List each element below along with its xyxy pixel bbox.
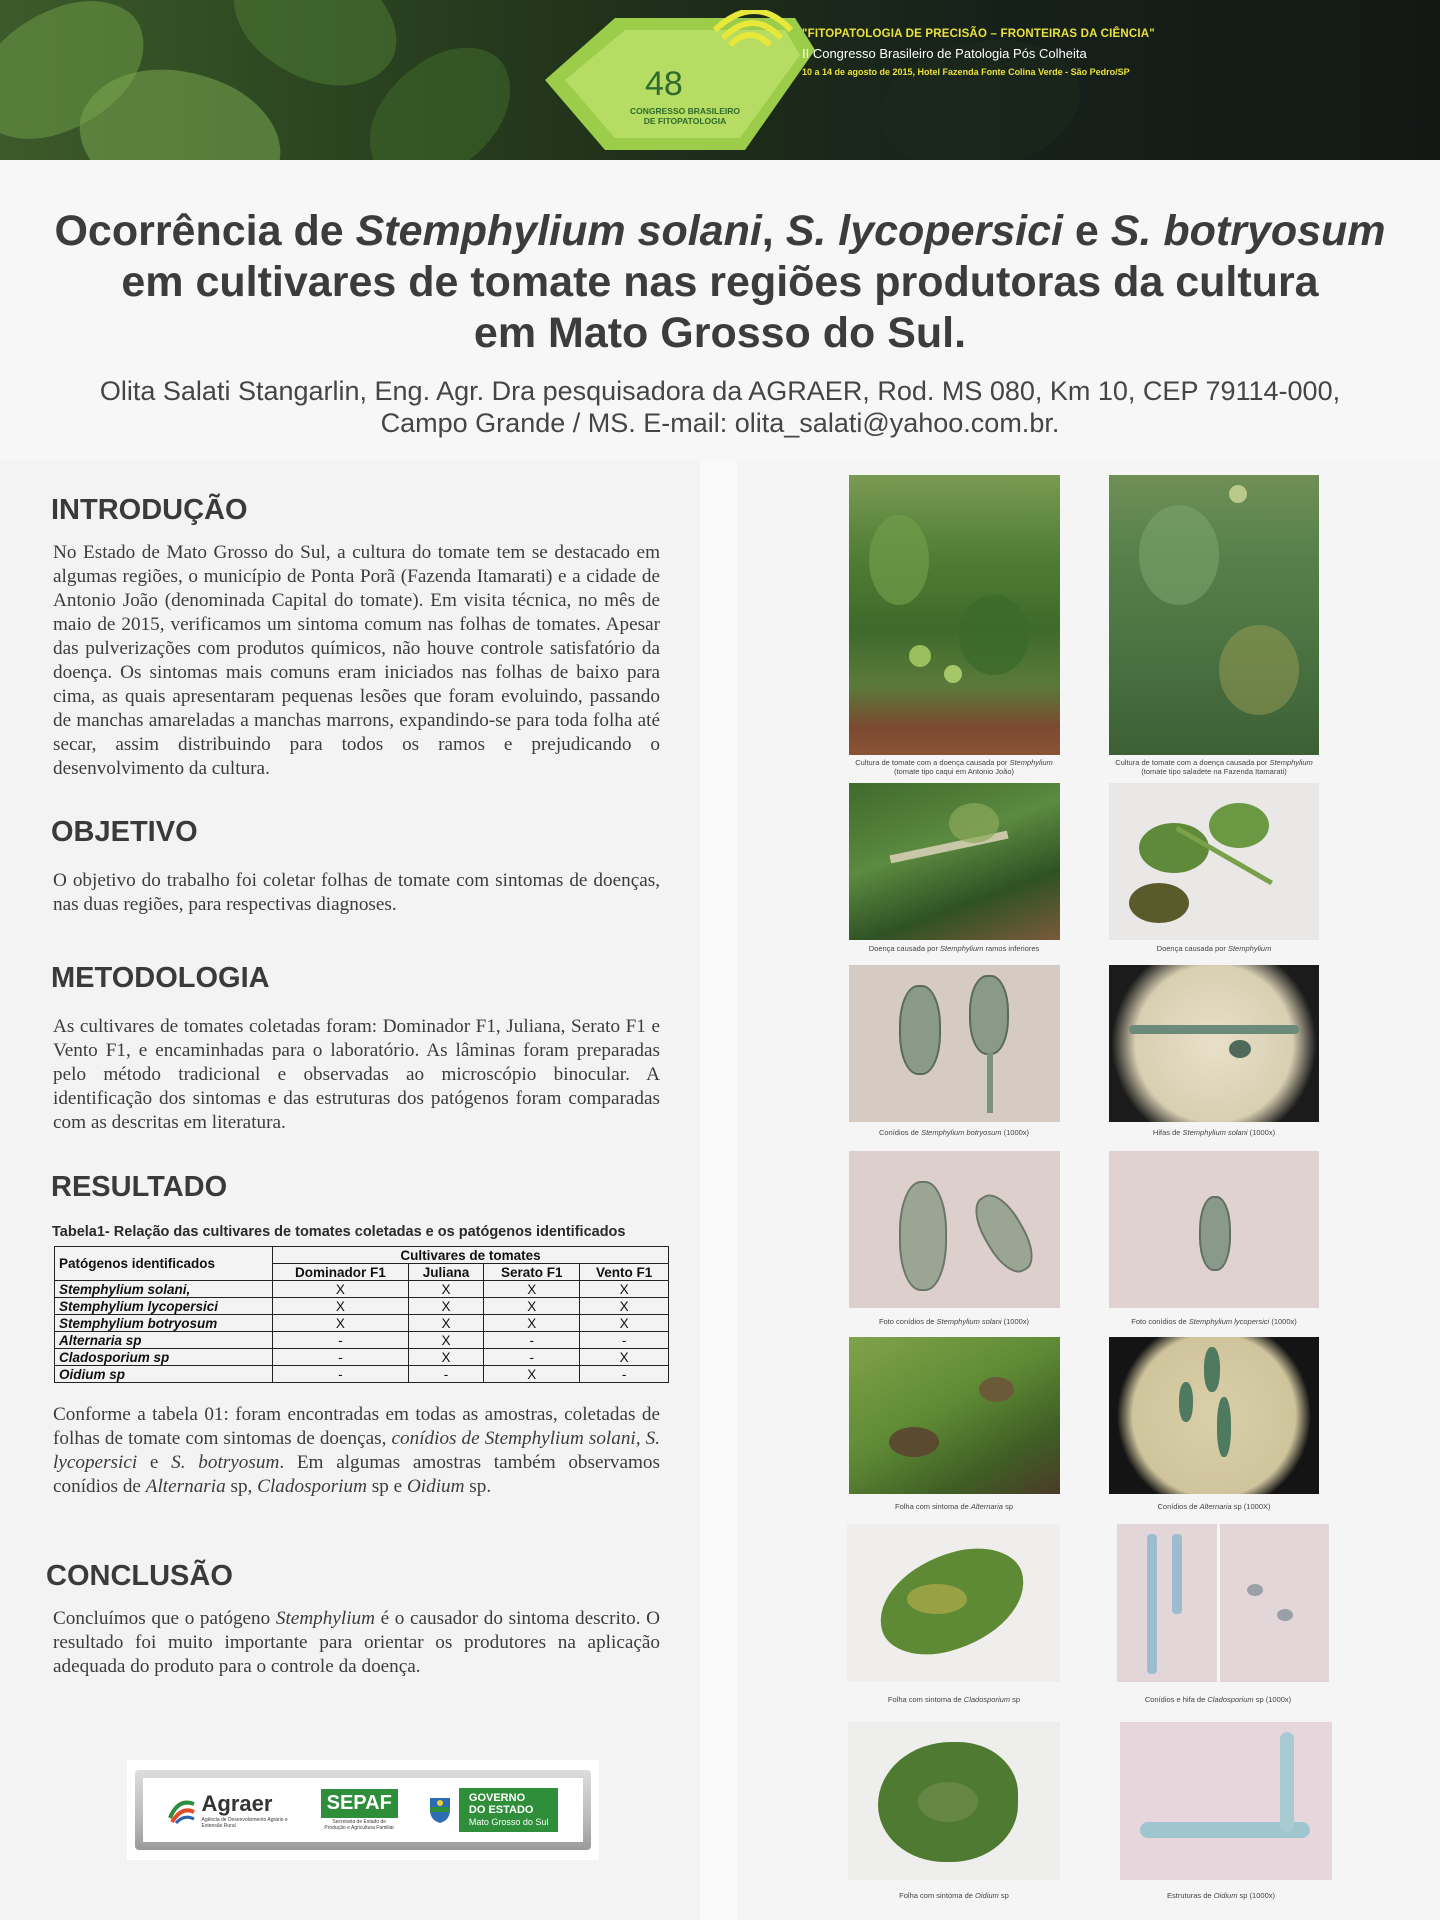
caption-10: Conídios de Alternaria sp (1000X) xyxy=(1157,1502,1271,1511)
caption-1: Cultura de tomate com a doença causada por Stemphylium (tomate tipo caqui em Antonio João) xyxy=(855,758,1053,776)
intro-heading: INTRODUÇÃO xyxy=(51,494,248,526)
caption-4: Doença causada por Stemphylium xyxy=(1156,944,1272,953)
banner-text xyxy=(802,28,1155,77)
photo-conidia-lycopersici xyxy=(1109,1151,1319,1308)
banner-congress: II Congresso Brasileiro de Patologia Pós Colheita xyxy=(802,46,1087,61)
col-cultivar: Dominador F1 xyxy=(273,1264,409,1281)
caption-12: Conídios e hifa de Cladosporium sp (1000x) xyxy=(1144,1695,1292,1704)
photo-conidia-alternaria xyxy=(1109,1337,1319,1494)
poster-title: Ocorrência de Stemphylium solani, S. lycopersici e S. botryosum em cultivares de tomate nas regiões produtoras da cultura em Mato Grosso do Sul. xyxy=(54,207,1386,357)
caption-7: Foto conídios de Stemphylium solani (1000x) xyxy=(878,1317,1030,1326)
sponsor-logos xyxy=(127,1760,599,1860)
photo-disease-leaf xyxy=(1109,783,1319,940)
government-logo: GOVERNO DO ESTADO Mato Grosso do Sul xyxy=(427,1788,559,1832)
author-info: Olita Salati Stangarlin, Eng. Agr. Dra pesquisadora da AGRAER, Rod. MS 080, Km 10, CEP 79114-000, Campo Grande / MS. E-mail: olita_salati@yahoo.com.br. xyxy=(99,376,1341,438)
col-cultivar: Vento F1 xyxy=(580,1264,669,1281)
caption-5: Conídios de Stemphylium botryosum (1000x) xyxy=(878,1128,1030,1137)
caption-11: Folha com sintoma de Cladosporium sp xyxy=(887,1695,1021,1704)
photo-tomato-field-2 xyxy=(1109,475,1319,755)
photo-conidia-cladosporium xyxy=(1117,1524,1329,1682)
agraer-icon xyxy=(168,1796,196,1824)
result-heading: RESULTADO xyxy=(51,1171,228,1203)
intro-text: No Estado de Mato Grosso do Sul, a cultura do tomate tem se destacado em algumas regiões, o município de Ponta Porã (Fazenda Itamarati) e a cidade de Antonio João (denominada Capital do tomate). Em visita técnica, no mês de maio de 2015, verificamos um sintoma comum nas folhas de tomates. Apesar das pulverizações com produtos químicos, não houve controle satisfatório da doença. Os sintomas mais comuns eram iniciados nas folhas de baixo para cima, as quais apresentaram pequenas lesões que foram evoluindo, passando de manchas amareladas a manchas marrons, expandindo-se para toda folha até secar, assim distribuindo para todos os ramos e prejudicando o desenvolvimento da cultura. xyxy=(53,542,660,779)
congress-logo xyxy=(545,10,830,150)
banner-slogan: "FITOPATOLOGIA DE PRECISÃO – FRONTEIRAS DA CIÊNCIA" xyxy=(802,28,1155,40)
header-banner xyxy=(0,0,1440,160)
logo-number: 48 xyxy=(645,65,683,103)
table-row: Stemphylium botryosum X X X X xyxy=(55,1315,669,1332)
table-row: Alternaria sp - X - - xyxy=(55,1332,669,1349)
column-divider xyxy=(700,460,737,1920)
table-row: Cladosporium sp - X - X xyxy=(55,1349,669,1366)
state-coat-of-arms-icon xyxy=(427,1795,453,1825)
caption-6: Hifas de Stemphylium solani (1000x) xyxy=(1152,1128,1276,1137)
photo-leaf-cladosporium xyxy=(847,1524,1060,1682)
photo-hyphae-solani xyxy=(1109,965,1319,1122)
logo-line1: CONGRESSO BRASILEIRO xyxy=(629,106,741,116)
logo-line2: DE FITOPATOLOGIA xyxy=(643,116,727,126)
caption-9: Folha com sintoma de Alternaria sp xyxy=(895,1502,1013,1511)
photo-leaf-oidium xyxy=(848,1722,1060,1880)
photo-conidia-botryosum xyxy=(849,965,1060,1122)
banner-date: 10 a 14 de agosto de 2015, Hotel Fazenda Fonte Colina Verde - São Pedro/SP xyxy=(802,67,1130,77)
col-cultivar: Juliana xyxy=(408,1264,484,1281)
col-cultivar: Serato F1 xyxy=(484,1264,580,1281)
title-block xyxy=(0,160,1440,460)
photo-conidia-solani xyxy=(849,1151,1060,1308)
conclusion-text: Concluímos que o patógeno Stemphylium é o causador do sintoma descrito. O resultado foi muito importante para orientar os produtores na aplicação adequada do produto para o controle da doença. xyxy=(53,1608,660,1677)
col-pathogen-header: Patógenos identificados xyxy=(55,1247,273,1281)
caption-13: Folha com sintoma de Oidium sp xyxy=(899,1891,1009,1900)
method-text: As cultivares de tomates coletadas foram: Dominador F1, Juliana, Serato F1 e Vento F1, e encaminhadas para o laboratório. As lâminas foram preparadas pelo método tradicional e observadas ao microscópio binocular. A identificação dos sintomas e das estruturas dos patógenos foram comparadas com as descritas em literatura. xyxy=(53,1016,660,1133)
caption-2: Cultura de tomate com a doença causada por Stemphylium (tomate tipo saladete na Fazenda Itamarati) xyxy=(1115,758,1313,776)
table-row: Stemphylium lycopersici X X X X xyxy=(55,1298,669,1315)
col-group-header: Cultivares de tomates xyxy=(273,1247,669,1264)
caption-8: Foto conídios de Stemphylium lycopersici (1000x) xyxy=(1131,1317,1297,1326)
objective-heading: OBJETIVO xyxy=(51,816,198,848)
photo-leaf-alternaria xyxy=(849,1337,1060,1494)
results-table xyxy=(54,1246,669,1383)
photo-structures-oidium xyxy=(1120,1722,1332,1880)
right-column xyxy=(737,460,1440,1920)
table-row: Stemphylium solani, X X X X xyxy=(55,1281,669,1298)
result-text: Conforme a tabela 01: foram encontradas em todas as amostras, coletadas de folhas de tomate com sintomas de doenças, conídios de Stemphylium solani, S. lycopersici e S. botryosum. Em algumas amostras também observamos conídios de Alternaria sp, Cladosporium sp e Oidium sp. xyxy=(53,1404,660,1497)
photo-disease-lower-branches xyxy=(849,783,1060,940)
agraer-logo: Agraer Agência de Desenvolvimento Agrário e Extensão Rural xyxy=(168,1791,292,1829)
objective-text: O objetivo do trabalho foi coletar folhas de tomate com sintomas de doenças, nas duas regiões, para respectivas diagnoses. xyxy=(53,870,660,915)
photo-tomato-field-1 xyxy=(849,475,1060,755)
table-row: Oidium sp - - X - xyxy=(55,1366,669,1383)
conclusion-heading: CONCLUSÃO xyxy=(46,1560,233,1592)
method-heading: METODOLOGIA xyxy=(51,962,270,994)
sepaf-logo: SEPAF Secretaria de Estado de Produção e Agricultura Familiar xyxy=(321,1789,398,1831)
caption-14: Estruturas de Oidium sp (1000x) xyxy=(1167,1891,1275,1900)
caption-3: Doença causada por Stemphylium ramos inferiores xyxy=(868,944,1040,953)
table-caption: Tabela1- Relação das cultivares de tomates coletadas e os patógenos identificados xyxy=(52,1224,626,1240)
